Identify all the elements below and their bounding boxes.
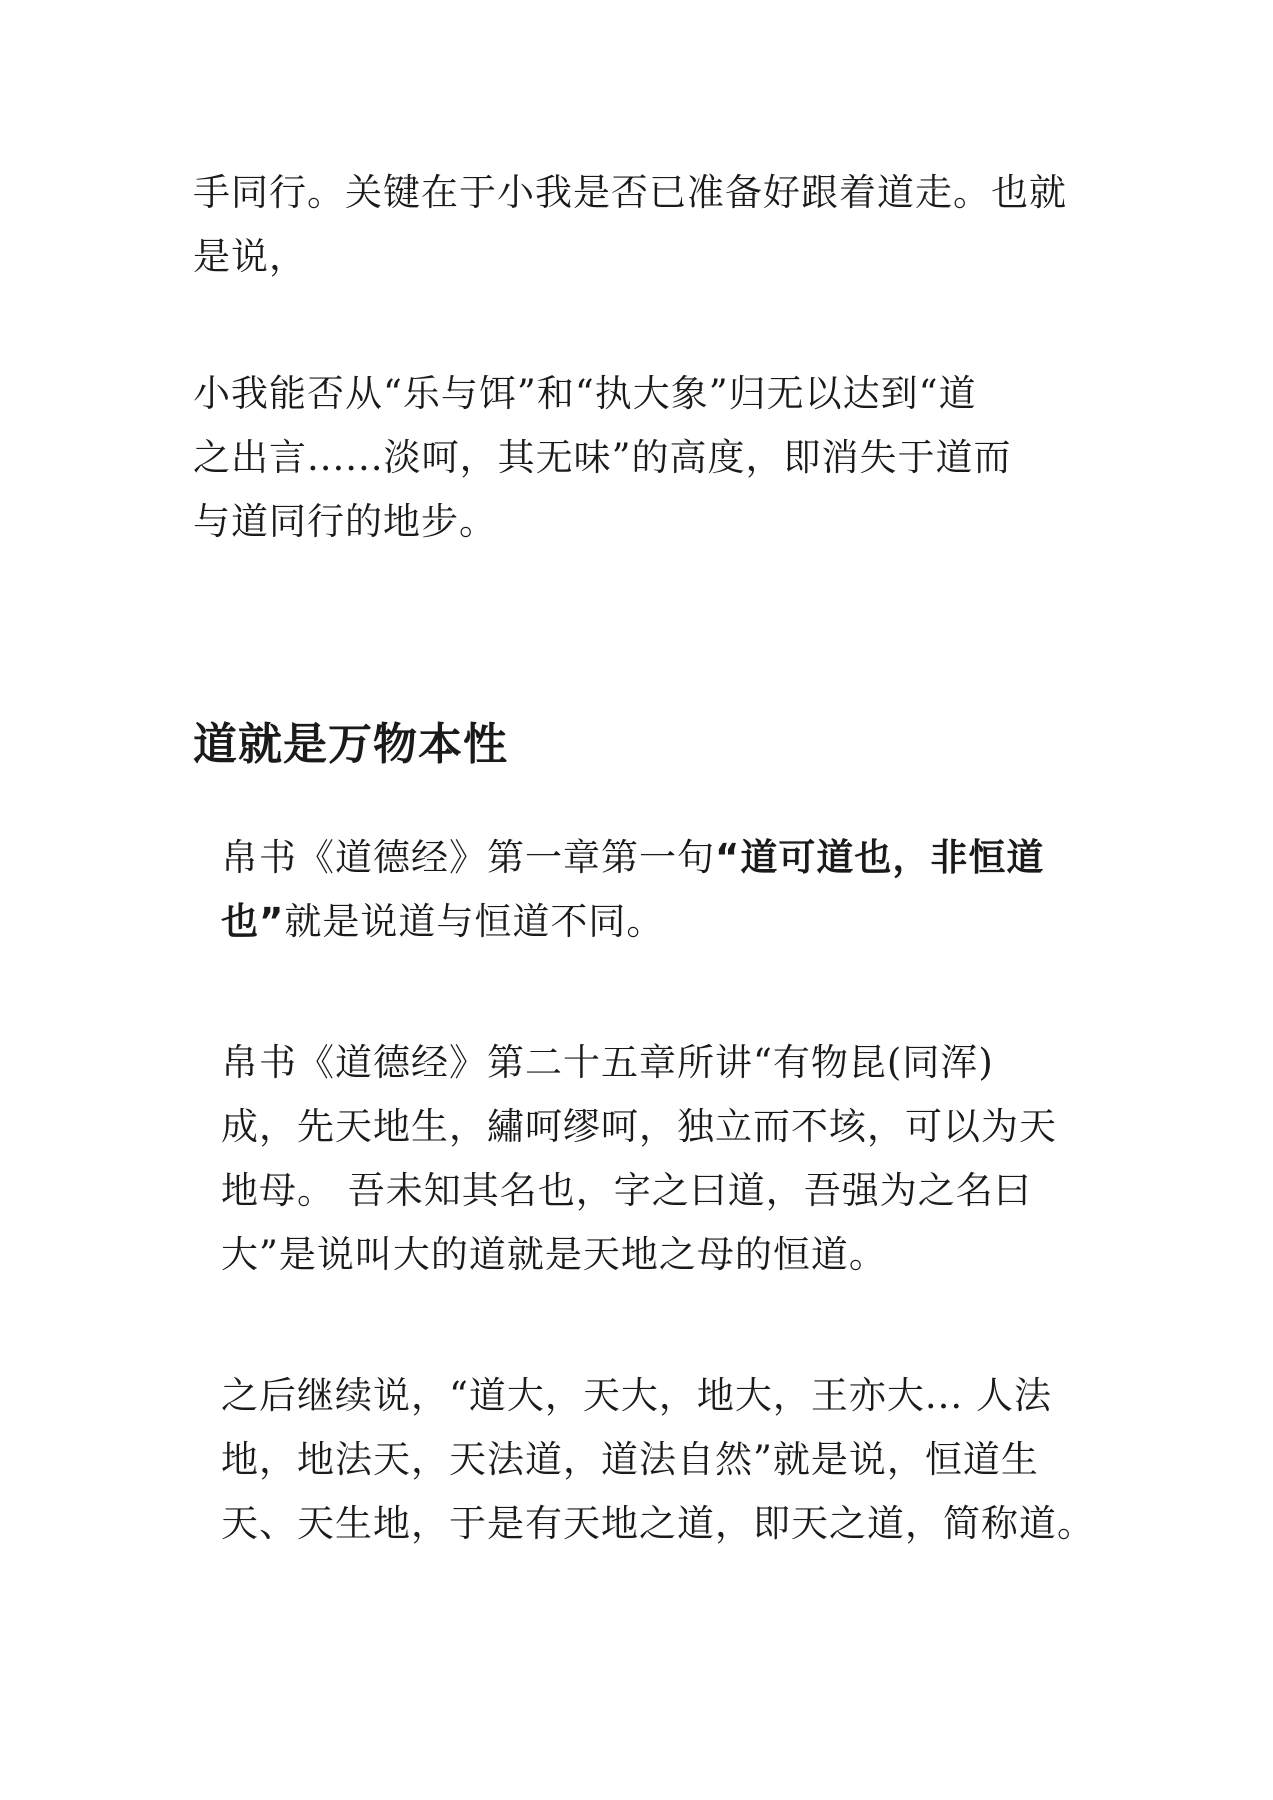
paragraph-continuation-dao: 之后继续说，“道大，天大，地大，王亦大... 人法 地，地法天，天法道，道法自然”就是说，恒道生 天、天生地，于是有天地之道，即天之道，简称道。 [221, 1374, 1095, 1545]
paragraph-chapter-one-suffix: 就是说道与恒道不同。 [284, 900, 665, 943]
paragraph-chapter-twenty-five: 帛书《道德经》第二十五章所讲“有物昆(同浑) 成，先天地生，繡呵缪呵，独立而不垓，可以为天 地母。 吾未知其名也，字之曰道，吾强为之名曰 大”是说叫大的道就是天地之母的恒道。 [221, 1041, 1057, 1276]
bold-quote: “道可道也，非恒道 也” [221, 836, 1045, 943]
section-heading: 道就是万物本性 [193, 719, 508, 770]
paragraph-chapter-one [221, 826, 1101, 954]
paragraph-xiaowo: 小我能否从“乐与饵”和“执大象”归无以达到“道 之出言......淡呵，其无味”的高度，即消失于道而 与道同行的地步。 [193, 372, 1012, 543]
paragraph-chapter-one-prefix: 帛书《道德经》第一章第一句 [221, 836, 715, 879]
paragraph-continuation: 手同行。关键在于小我是否已准备好跟着道走。也就 是说， [193, 171, 1067, 278]
